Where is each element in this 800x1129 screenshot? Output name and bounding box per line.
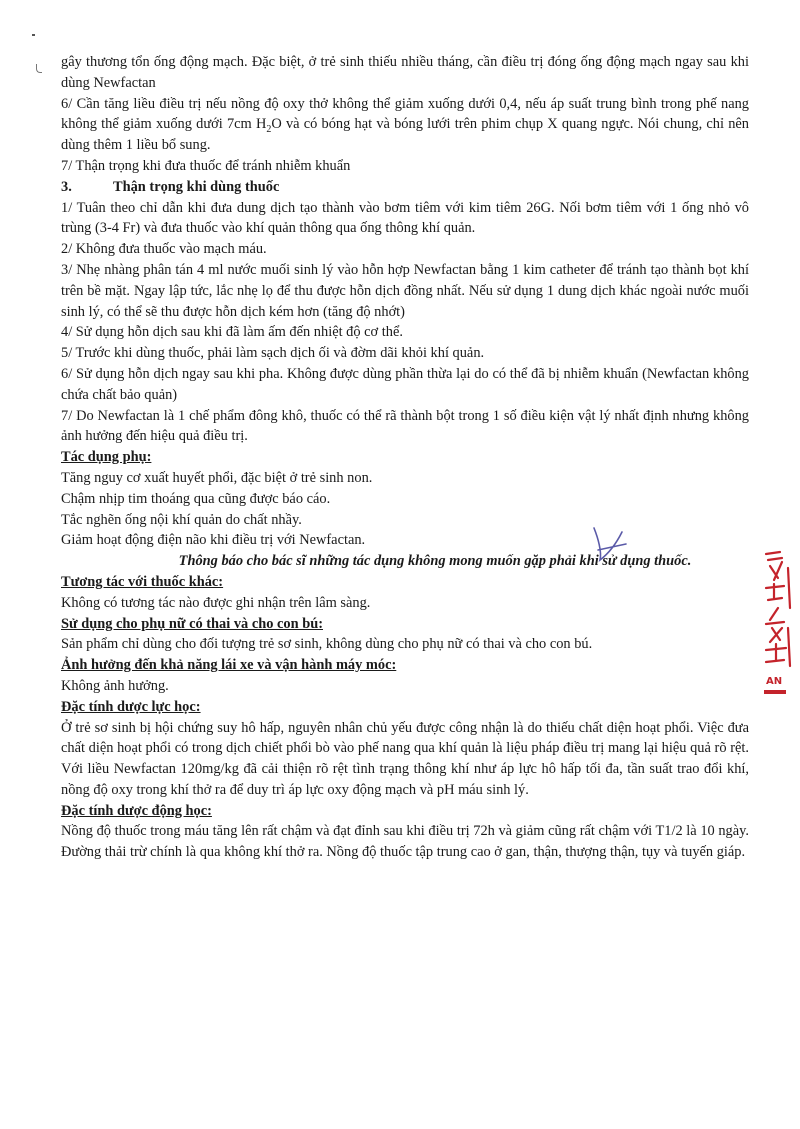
usage-item: 1/ Tuân theo chỉ dẫn khi đưa dung dịch tạo thành vào bơm tiêm với kim tiêm 26G. Nối bơm tiêm với 1 ống nhỏ vô trùng (3-4 Fr) và đưa thuốc vào khí quản thông qua ống thông khí quản. <box>61 199 749 237</box>
pregnancy-heading: Sử dụng cho phụ nữ có thai và cho con bú: <box>61 615 323 632</box>
stamp-label: AN <box>766 676 783 687</box>
pharmacodynamics-text: Ở trẻ sơ sinh bị hội chứng suy hô hấp, nguyên nhân chủ yếu được công nhận là do thiếu chất diện hoạt phổi. Việc đưa chất diện hoạt phổi có trong dịch chiết phổi bò vào phế nang qua khí quản là liệu pháp điều trị mang lại hiệu quả rõ rệt. Với liều Newfactan 120mg/kg đã cải thiện rõ rệt tình trạng thông khí như áp lực hô hấp tối đa, tần suất trao đổi khí, nồng độ oxy trong khí thở ra để duy trì áp lực oxy động mạch và pH máu sinh lý. <box>61 719 749 798</box>
usage-item: 4/ Sử dụng hỗn dịch sau khi đã làm ấm đến nhiệt độ cơ thể. <box>61 324 403 341</box>
scan-mark <box>36 64 42 73</box>
paragraph-continued: gây thương tổn ống động mạch. Đặc biệt, ở trẻ sinh thiếu nhiều tháng, cần điều trị đóng ống động mạch ngay sau khi dùng Newfactan <box>61 54 749 91</box>
interactions-heading: Tương tác với thuốc khác: <box>61 573 224 590</box>
precaution-item-6: 6/ Cần tăng liều điều trị nếu nồng độ oxy thở không thể giảm xuống dưới 0,4, nếu áp suất trung bình trong phế nang không thể giảm xuống dưới 7cm $H_2O$ và có bóng hạt và bóng lưới trên phim chụp X quang ngực. Nói chung, chỉ nên dùng thêm 1 liều bổ sung. <box>61 95 749 154</box>
signature-mark <box>588 522 632 566</box>
interactions-text: Không có tương tác nào được ghi nhận trên lâm sàng. <box>61 594 371 611</box>
side-effects-notice: Thông báo cho bác sĩ những tác dụng không mong muốn gặp phải khi sử dụng thuốc. <box>178 553 692 570</box>
driving-heading: Ảnh hưởng đến khả năng lái xe và vận hành máy móc: <box>61 657 397 674</box>
driving-text: Không ảnh hưởng. <box>61 677 169 694</box>
side-effect-item: Tăng nguy cơ xuất huyết phổi, đặc biệt ở trẻ sinh non. <box>61 469 373 486</box>
pharmacokinetics-heading: Đặc tính dược động học: <box>61 802 212 819</box>
usage-item: 7/ Do Newfactan là 1 chế phẩm đông khô, thuốc có thể rã thành bột trong 1 số điều kiện vật lý nhất định nhưng không ảnh hưởng đến hiệu quả điều trị. <box>61 407 749 445</box>
side-effect-item: Giảm hoạt động điện não khi điều trị với Newfactan. <box>61 532 366 549</box>
pregnancy-text: Sản phẩm chỉ dùng cho đối tượng trẻ sơ sinh, không dùng cho phụ nữ có thai và cho con bú. <box>61 636 593 653</box>
section-3-title: 3. Thận trọng khi dùng thuốc <box>61 178 280 195</box>
side-effects-heading: Tác dụng phụ: <box>61 449 152 466</box>
precaution-item-7: 7/ Thận trọng khi đưa thuốc để tránh nhiễm khuẩn <box>61 157 351 174</box>
side-effect-item: Tắc nghẽn ống nội khí quản do chất nhầy. <box>61 511 302 528</box>
pharmacodynamics-heading: Đặc tính dược lực học: <box>61 698 201 715</box>
red-stamp-fragment <box>760 548 794 700</box>
usage-item: 3/ Nhẹ nhàng phân tán 4 ml nước muối sinh lý vào hỗn hợp Newfactan bằng 1 kim catheter để tránh tạo thành bọt khí trên bề mặt. Ngay lập tức, lắc nhẹ lọ để thu được hỗn dịch đồng nhất. Nếu sử dụng 1 dung dịch khác ngoài nước muối sinh lý, có thể sẽ thu được hỗn dịch kém hơn (tăng độ nhớt) <box>61 261 749 320</box>
pharmacokinetics-text: Nồng độ thuốc trong máu tăng lên rất chậm và đạt đỉnh sau khi điều trị 72h và giảm cũng rất chậm với T1/2 là 10 ngày. Đường thải trừ chính là qua không khí thở ra. Nồng độ thuốc tập trung cao ở gan, thận, thượng thận, tụy và tuyến giáp. <box>61 823 749 861</box>
document-body <box>61 52 749 863</box>
scan-mark <box>32 34 35 36</box>
side-effect-item: Chậm nhịp tim thoáng qua cũng được báo cáo. <box>61 490 331 507</box>
usage-item: 5/ Trước khi dùng thuốc, phải làm sạch dịch ối và đờm dãi khỏi khí quản. <box>61 345 485 362</box>
usage-item: 2/ Không đưa thuốc vào mạch máu. <box>61 241 267 258</box>
usage-item: 6/ Sử dụng hỗn dịch ngay sau khi pha. Không được dùng phần thừa lại do có thể đã bị nhiễm khuẩn (Newfactan không chứa chất bảo quản) <box>61 365 749 403</box>
